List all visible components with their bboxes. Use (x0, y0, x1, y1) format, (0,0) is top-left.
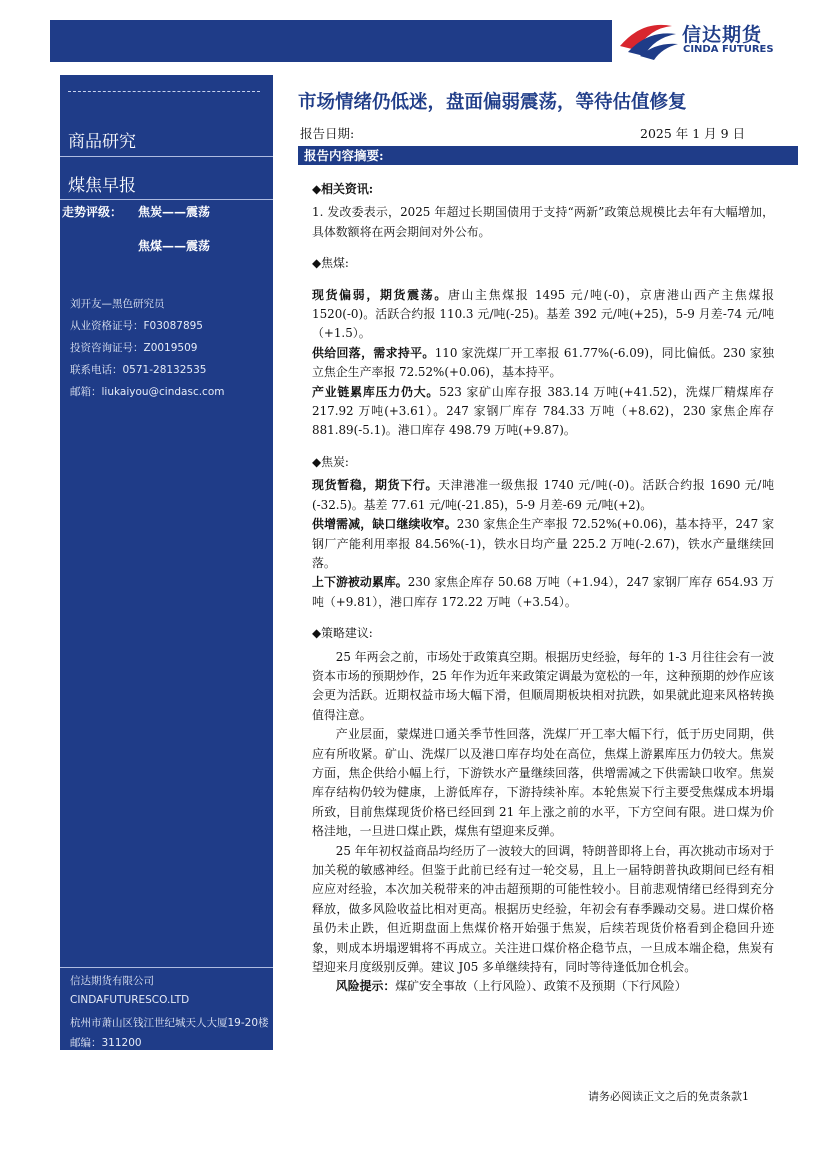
coking-coal-supply: 供给回落，需求持平。110 家洗煤厂开工率报 61.77%(-6.09)，同比偏低。230 家独立焦企生产率报 72.52%(+0.06)，基本持平。 (312, 345, 774, 380)
report-content (312, 176, 774, 997)
summary-header: 报告内容摘要: (298, 146, 798, 165)
company-address: 杭州市萧山区钱江世纪城天人大厦19-20楼 (70, 1017, 269, 1029)
analyst-phone: 联系电话：0571-28132535 (70, 364, 207, 376)
coke-heading: ◆焦炭: (312, 454, 349, 469)
report-date-label: 报告日期: (300, 126, 355, 141)
coke-spot: 现货暂稳，期货下行。天津港准一级焦报 1740 元/吨(-0)。活跃合约报 1690 元/吨(-32.5)。基差 77.61 元/吨(-21.85)，5-9 月差-69 元/吨(+2)。 (312, 478, 774, 512)
sidebar-section-research: 商品研究 (68, 132, 136, 152)
strategy-paragraph-3: 25 年年初权益商品均经历了一波较大的回调，特朗普即将上台，再次挑动市场对于加关税的敏感神经。但鉴于此前已经有过一轮交易，且上一届特朗普执政期间已经有相应应对经验，本次加关税带来的冲击超预期的可能性较小。目前悲观情绪已经得到充分释放，做多风险收益比相对更高。根据历史经验，年初会有春季躁动交易。进口煤价格虽仍未止跌，但近期盘面上焦煤价格开始强于焦炭，后续若现货价格看到企稳回升迹象，则成本坍塌逻辑将不再成立。关注进口煤价格企稳节点，一旦成本端企稳，焦炭有望迎来月度级别反弹。建议 J05 多单继续持有，同时等待逢低加仓机会。 (312, 843, 774, 975)
coking-coal-spot: 现货偏弱，期货震荡。唐山主焦煤报 1495 元/吨(-0)，京唐港山西产主焦煤报 1520(-0)。活跃合约报 110.3 元/吨(-25)。基差 392 元/吨(+25)，5-9 月差-74 元/吨（+1.5）。 (312, 287, 774, 341)
report-date: 2025 年 1 月 9 日 (640, 126, 746, 141)
sidebar-rule (60, 156, 273, 157)
analyst-email[interactable]: 邮箱：liukaiyou@cindasc.com (70, 386, 225, 398)
sidebar (60, 75, 273, 1050)
cinda-logo-icon (614, 16, 678, 60)
logo-text-cn: 信达期货 (682, 24, 763, 46)
risk-warning: 风险提示：煤矿安全事故（上行风险）、政策不及预期（下行风险） (335, 979, 687, 994)
strategy-paragraph-2: 产业层面，蒙煤进口通关季节性回落，洗煤厂开工率大幅下行，低于历史同期，供应有所收紧。矿山、洗煤厂以及港口库存均处在高位，焦煤上游累库压力仍较大。焦炭方面，焦企供给小幅上行，下游铁水产量继续回落，供增需减之下供需缺口收窄。焦炭库存结构仍较为健康，上游低库存，下游持续补库。本轮焦炭下行主要受焦煤成本坍塌所致，目前焦煤现货价格已经回到 21 年上涨之前的水平，下方空间有限。进口煤为价格洼地，一旦进口煤止跌，煤焦有望迎来反弹。 (312, 727, 774, 839)
coke-inventory: 上下游被动累库。230 家焦企库存 50.68 万吨（+1.94），247 家钢厂库存 654.93 万吨（+9.81），港口库存 172.22 万吨（+3.54）。 (312, 575, 774, 609)
rating-coking-coal: 焦煤——震荡 (138, 239, 211, 253)
analyst-license: 从业资格证号：F03087895 (70, 320, 203, 332)
company-name: 信达期货有限公司 (70, 975, 154, 987)
company-name-en: CINDAFUTURESCO.LTD (70, 994, 190, 1006)
news-heading: ◆相关资讯: (312, 182, 374, 196)
header-bar (50, 20, 612, 62)
rating-coke: 焦炭——震荡 (138, 205, 211, 219)
news-item: 1. 发改委表示，2025 年超过长期国债用于支持“两新”政策总规模比去年有大幅增加，具体数额将在两会期间对外公布。 (312, 205, 774, 239)
sidebar-footer-rule (60, 967, 273, 968)
report-title: 市场情绪仍低迷，盘面偏弱震荡，等待估值修复 (298, 92, 687, 113)
rating-label: 走势评级： (62, 205, 123, 219)
coking-coal-heading: ◆焦煤: (312, 256, 349, 271)
analyst-consult-license: 投资咨询证号：Z0019509 (70, 342, 198, 354)
strategy-paragraph-1: 25 年两会之前，市场处于政策真空期。根据历史经验，每年的 1-3 月往往会有一波资本市场的预期炒作，25 年作为近年来政策定调最为宽松的一年，这种预期的炒作应该会更为活跃。近期权益市场大幅下滑，但顺周期板块相对抗跌，如果就此迎来风格转换值得注意。 (312, 649, 774, 722)
coking-coal-inventory: 产业链累库压力仍大。523 家矿山库存报 383.14 万吨(+41.52)，洗煤厂精煤库存 217.92 万吨(+3.61）。247 家钢厂库存 784.33 万吨（+8.62)，230 家焦企库存 881.89(-5.1)。港口库存 498.79 万吨(+9.87)。 (312, 384, 774, 438)
sidebar-divider (68, 91, 260, 92)
disclaimer-note: 请务必阅读正文之后的免责条款1 (588, 1090, 749, 1103)
sidebar-rule (60, 199, 273, 200)
analyst-name: 刘开友—黑色研究员 (70, 298, 165, 310)
company-postcode: 邮编：311200 (70, 1037, 142, 1049)
sidebar-section-report-type: 煤焦早报 (68, 176, 136, 196)
strategy-heading: ◆策略建议: (312, 626, 373, 641)
coke-supply: 供增需减，缺口继续收窄。230 家焦企生产率报 72.52%(+0.06)，基本持平，247 家钢厂产能利用率报 84.56%(-1)，铁水日均产量 225.2 万吨(-2.67)，铁水产量继续回落。 (312, 517, 774, 570)
logo-text-en: CINDA FUTURES (683, 44, 774, 55)
company-logo (614, 16, 804, 60)
